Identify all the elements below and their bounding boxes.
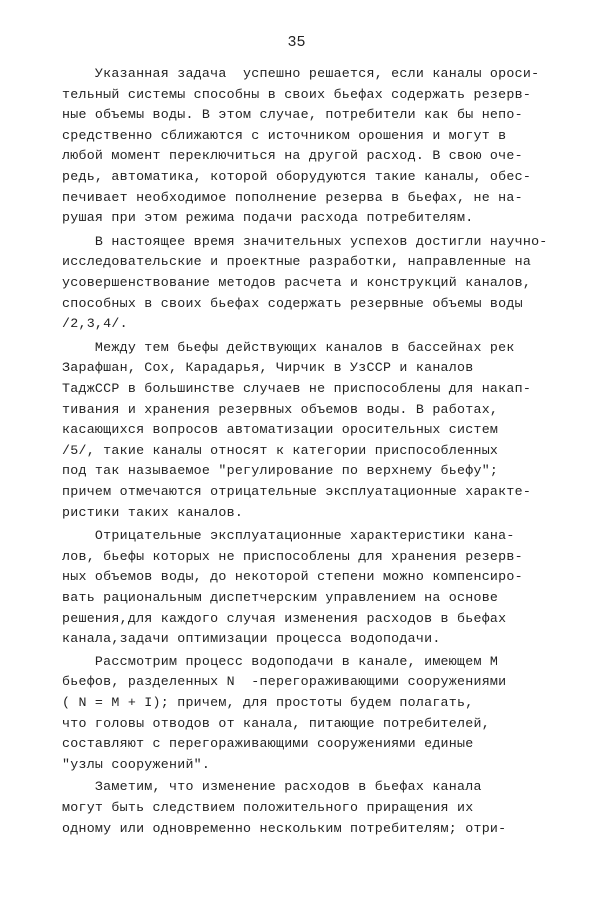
text-line: ТаджССР в большинстве случаев не приспособлены для накап- — [62, 381, 532, 396]
text-line: канала,задачи оптимизации процесса водоподачи. — [62, 631, 441, 647]
text-line: составляют с перегораживающими сооружениями единые — [62, 736, 474, 752]
text-line: тельный системы способны в своих бьефах содержать резерв- — [62, 86, 532, 102]
text-line: /5/, такие каналы относят к категории приспособленных — [62, 442, 499, 458]
text-line: бьефов, разделенных N -перегораживающими сооружениями — [62, 674, 507, 690]
text-line: касающихся вопросов автоматизации оросительных систем — [62, 422, 499, 438]
text-line: /2,3,4/. — [62, 316, 128, 332]
text-line: Зарафшан, Сох, Карадарья, Чирчик в УзССР и каналов — [62, 360, 474, 376]
text-line: рушая при этом режима подачи расхода потребителям. — [62, 210, 474, 226]
text-line: Рассмотрим процесс водоподачи в канале, имеющем M — [62, 653, 499, 669]
text-line: решения,для каждого случая изменения расходов в бьефах — [62, 610, 507, 626]
text-line: любой момент переключиться на другой расход. В свою оче- — [62, 148, 523, 164]
text-line: В настоящее время значительных успехов достигли научно- — [62, 233, 548, 249]
text-line: усовершенствование методов расчета и конструкций каналов, — [62, 275, 532, 290]
text-line: "узлы сооружений". — [62, 756, 211, 772]
text-line: средственно сближаются с источником орошения и могут в — [62, 127, 507, 143]
text-line: ные объемы воды. В этом случае, потребители как бы непо- — [62, 107, 523, 123]
text-line: тивания и хранения резервных объемов воды. В работах, — [62, 401, 499, 417]
text-line: исследовательские и проектные разработки, направленные на — [62, 254, 532, 270]
text-line: могут быть следствием положительного приращения их — [62, 800, 474, 815]
text-line: ристики таких каналов. — [62, 504, 244, 520]
text-line: ( N = M + I); причем, для простоты будем полагать, — [62, 695, 474, 710]
text-line: Между тем бьефы действующих каналов в бассейнах рек — [62, 339, 515, 355]
text-line: под так называемое "регулирование по верхнему бьефу"; — [62, 463, 499, 479]
text-line: вать рациональным диспетчерским управлением на основе — [62, 590, 499, 605]
text-line: лов, бьефы которых не приспособлены для хранения резерв- — [62, 548, 523, 564]
text-line: причем отмечаются отрицательные эксплуатационные характе- — [62, 484, 532, 499]
text-line: что головы отводов от канала, питающие потребителей, — [62, 715, 490, 731]
page-number: 35 — [287, 34, 306, 51]
text-line: одному или одновременно нескольким потребителям; отри- — [62, 820, 507, 836]
text-line: Заметим, что изменение расходов в бьефах канала — [62, 779, 482, 795]
text-line: Указанная задача успешно решается, если каналы ороси- — [62, 66, 540, 81]
text-line: ных объемов воды, до некоторой степени можно компенсиро- — [62, 569, 523, 585]
text-line: редь, автоматика, которой оборудуются такие каналы, обес- — [62, 169, 532, 184]
text-line: Отрицательные эксплуатационные характеристики кана- — [62, 528, 515, 544]
text-line: печивает необходимое пополнение резерва в бьефах, не на- — [62, 189, 523, 205]
text-line: способных в своих бьефах содержать резервные объемы воды — [62, 295, 523, 311]
